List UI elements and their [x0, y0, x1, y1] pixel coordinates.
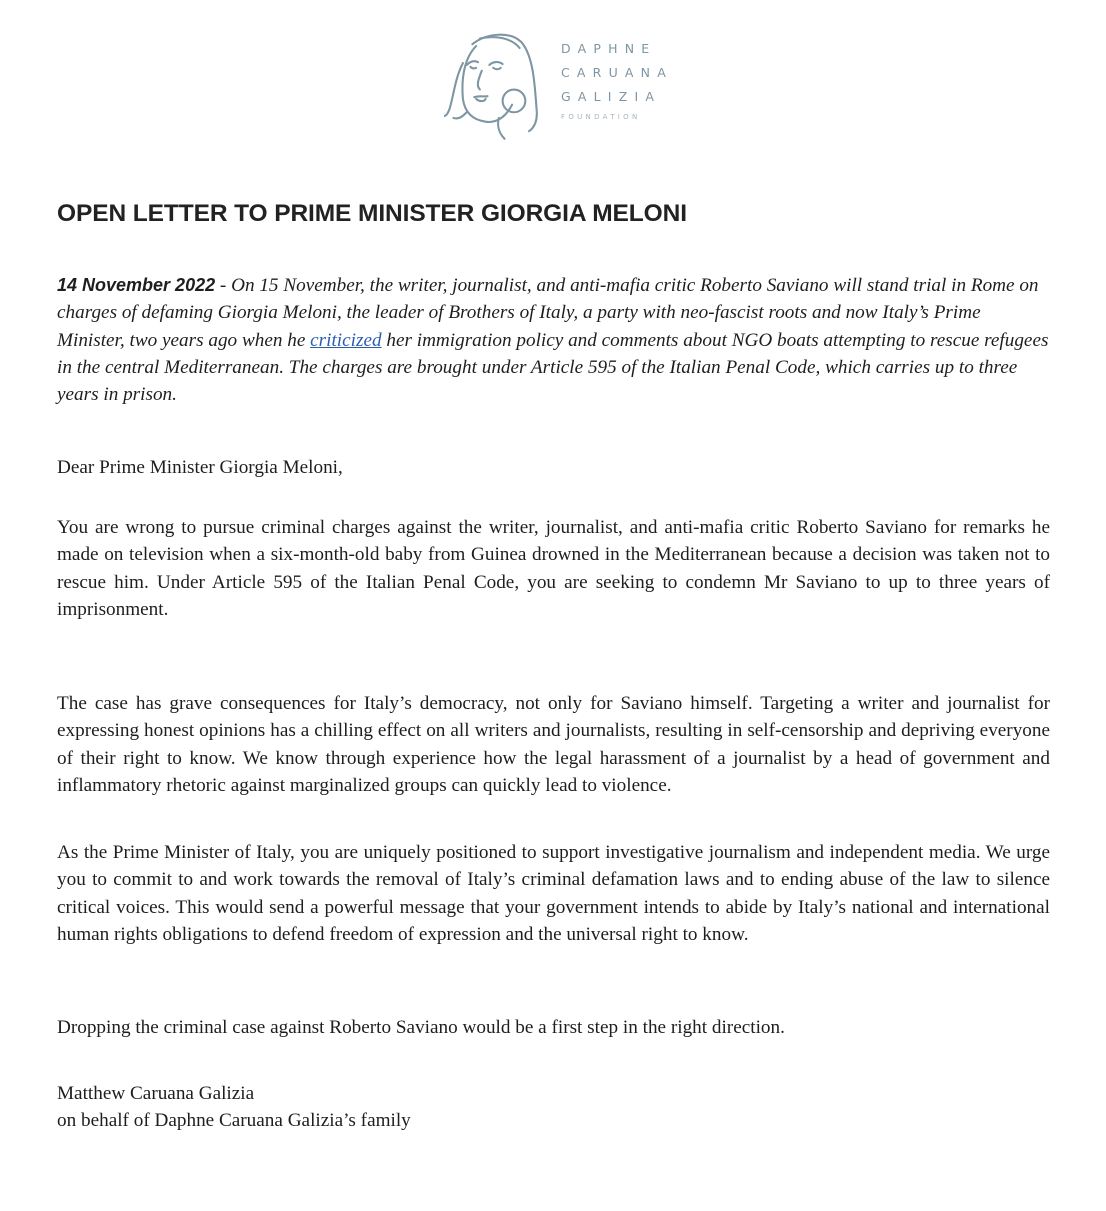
body-paragraph-4: Dropping the criminal case against Roberto Saviano would be a first step in the right direction. — [57, 1017, 785, 1038]
page-title: OPEN LETTER TO PRIME MINISTER GIORGIA MELONI — [57, 200, 687, 227]
portrait-line-drawing-icon — [444, 24, 548, 140]
logo-text-daphne: DAPHNE — [561, 41, 657, 56]
signature-block — [57, 1080, 1050, 1135]
logo-text-caruana: CARUANA — [561, 65, 673, 80]
salutation: Dear Prime Minister Giorgia Meloni, — [57, 457, 343, 478]
intro-text-after-link: her immigration policy and comments about NGO boats attempting to rescue refugees in the central Mediterranean. The charges are brought under Article 595 of the Italian Penal Code, which carries up to three years in prison. — [57, 329, 1049, 406]
signature-name: Matthew Caruana Galizia — [57, 1083, 255, 1104]
intro-paragraph — [57, 272, 1050, 408]
logo-text-foundation: FOUNDATION — [561, 113, 641, 121]
letter-date: 14 November 2022 — [57, 275, 216, 295]
criticized-link[interactable]: criticized — [310, 329, 382, 351]
body-paragraph-3: As the Prime Minister of Italy, you are uniquely positioned to support investigative journalism and independent media. We urge you to commit to and work towards the removal of Italy’s criminal defamation laws and to ending abuse of the law to silence critical voices. This would send a powerful message that your government intends to abide by Italy’s national and international human rights obligations to defend freedom of expression and the universal right to know. — [57, 842, 1050, 945]
body-paragraph-2: The case has grave consequences for Italy’s democracy, not only for Saviano himself. Targeting a writer and journalist for expressing honest opinions has a chilling effect on all writers and journalists, resulting in self-censorship and depriving everyone of their right to know. We know through experience how the legal harassment of a journalist by a head of government and inflammatory rhetoric against marginalized groups can quickly lead to violence. — [57, 693, 1050, 796]
body-paragraph-1: You are wrong to pursue criminal charges against the writer, journalist, and anti-mafia critic Roberto Saviano for remarks he made on television when a six-month-old baby from Guinea drowned in the Mediterranean because a decision was taken not to rescue him. Under Article 595 of the Italian Penal Code, you are seeking to condemn Mr Saviano to up to three years of imprisonment. — [57, 517, 1050, 620]
intro-text-before-link: - On 15 November, the writer, journalist, and anti-mafia critic Roberto Saviano will stand trial in Rome on charges of defaming Giorgia Meloni, the leader of Brothers of Italy, a party with neo-fascist roots and now Italy’s Prime Minister, two years ago when he — [57, 275, 1039, 351]
foundation-logo — [444, 24, 674, 144]
signature-affiliation: on behalf of Daphne Caruana Galizia’s family — [57, 1110, 411, 1132]
logo-text-galizia: GALIZIA — [561, 89, 662, 104]
